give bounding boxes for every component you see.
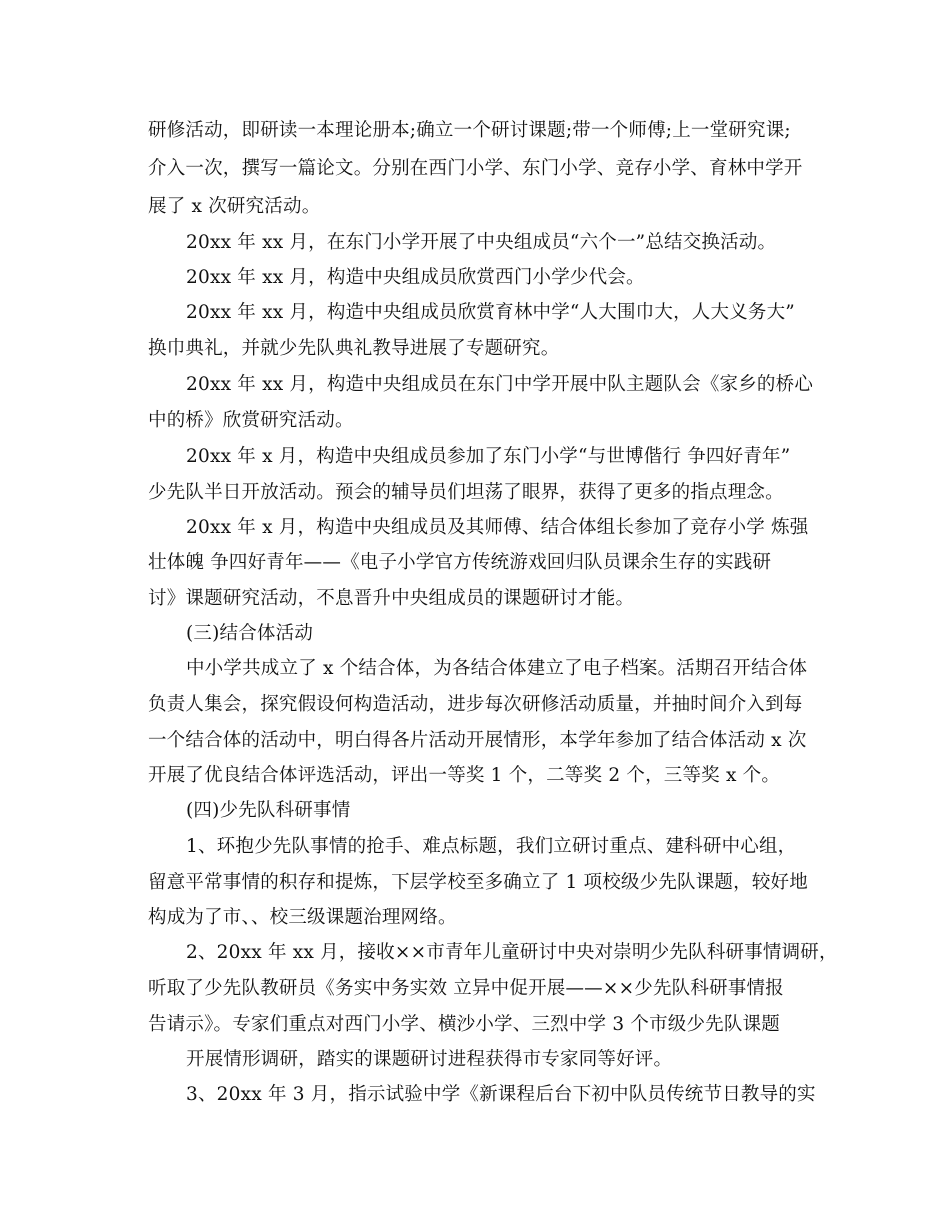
body-text-line: 研修活动，即研读一本理论册本;确立一个研讨课题;带一个师傅;上一堂研究课; bbox=[148, 120, 791, 141]
body-text-line: 讨》课题研究活动，不息晋升中央组成员的课题研讨才能。 bbox=[148, 588, 635, 609]
section-heading: (四)少先队科研事情 bbox=[186, 800, 351, 821]
body-text-line: 中小学共成立了 x 个结合体，为各结合体建立了电子档案。活期召开结合体 bbox=[186, 658, 808, 679]
body-text-line: 壮体魄 争四好青年——《电子小学官方传统游戏回归队员课余生存的实践研 bbox=[148, 552, 772, 573]
body-text-line: 中的桥》欣赏研究活动。 bbox=[148, 410, 354, 431]
body-text-line: 留意平常事情的积存和提炼，下层学校至多确立了 1 项校级少先队课题，较好地 bbox=[148, 872, 808, 893]
body-text-line: 20xx 年 xx 月，在东门小学开展了中央组成员“六个一”总结交换活动。 bbox=[186, 232, 777, 253]
body-text-line: 少先队半日开放活动。预会的辅导员们坦荡了眼界，获得了更多的指点理念。 bbox=[148, 482, 784, 503]
body-text-line: 20xx 年 xx 月，构造中央组成员欣赏育林中学“人大围巾大，人大义务大” bbox=[186, 302, 795, 323]
body-text-line: 1、环抱少先队事情的抢手、难点标题，我们立研讨重点、建科研中心组， bbox=[186, 836, 797, 857]
body-text-line: 20xx 年 x 月，构造中央组成员及其师傅、结合体组长参加了竞存小学 炼强 bbox=[186, 517, 809, 538]
body-text-line: 告请示》。专家们重点对西门小学、横沙小学、三烈中学 3 个市级少先队课题 bbox=[148, 1014, 780, 1035]
body-text-line: 负责人集会，探究假设何构造活动，进步每次研修活动质量，并抽时间介入到每 bbox=[148, 694, 803, 715]
body-text-line: 展了 x 次研究活动。 bbox=[148, 196, 321, 217]
body-text-line: 20xx 年 xx 月，构造中央组成员欣赏西门小学少代会。 bbox=[186, 267, 645, 288]
body-text-line: 20xx 年 xx 月，构造中央组成员在东门中学开展中队主题队会《家乡的桥心 bbox=[186, 374, 814, 395]
body-text-line: 构成为了市、、校三级课题治理网络。 bbox=[148, 907, 457, 928]
body-text-line: 2、20xx 年 xx 月，接收××市青年儿童研讨中央对崇明少先队科研事情调研， bbox=[186, 942, 838, 963]
body-text-line: 20xx 年 x 月，构造中央组成员参加了东门小学“与世博偕行 争四好青年” bbox=[186, 446, 791, 467]
body-text-line: 开展了优良结合体评选活动，评出一等奖 1 个，二等奖 2 个，三等奖 x 个。 bbox=[148, 765, 781, 786]
body-text-line: 介入一次，撰写一篇论文。分别在西门小学、东门小学、竞存小学、育林中学开 bbox=[148, 158, 803, 179]
body-text-line: 一个结合体的活动中，明白得各片活动开展情形，本学年参加了结合体活动 x 次 bbox=[148, 730, 807, 751]
body-text-line: 开展情形调研，踏实的课题研讨进程获得市专家同等好评。 bbox=[186, 1049, 673, 1070]
section-heading: (三)结合体活动 bbox=[186, 623, 314, 644]
body-text-line: 听取了少先队教研员《务实中务实效 立异中促开展——××少先队科研事情报 bbox=[148, 978, 784, 999]
body-text-line: 3、20xx 年 3 月，指示试验中学《新课程后台下初中队员传统节日教导的实 bbox=[186, 1084, 816, 1105]
body-text-line: 换巾典礼，并就少先队典礼教导进展了专题研究。 bbox=[148, 338, 560, 359]
